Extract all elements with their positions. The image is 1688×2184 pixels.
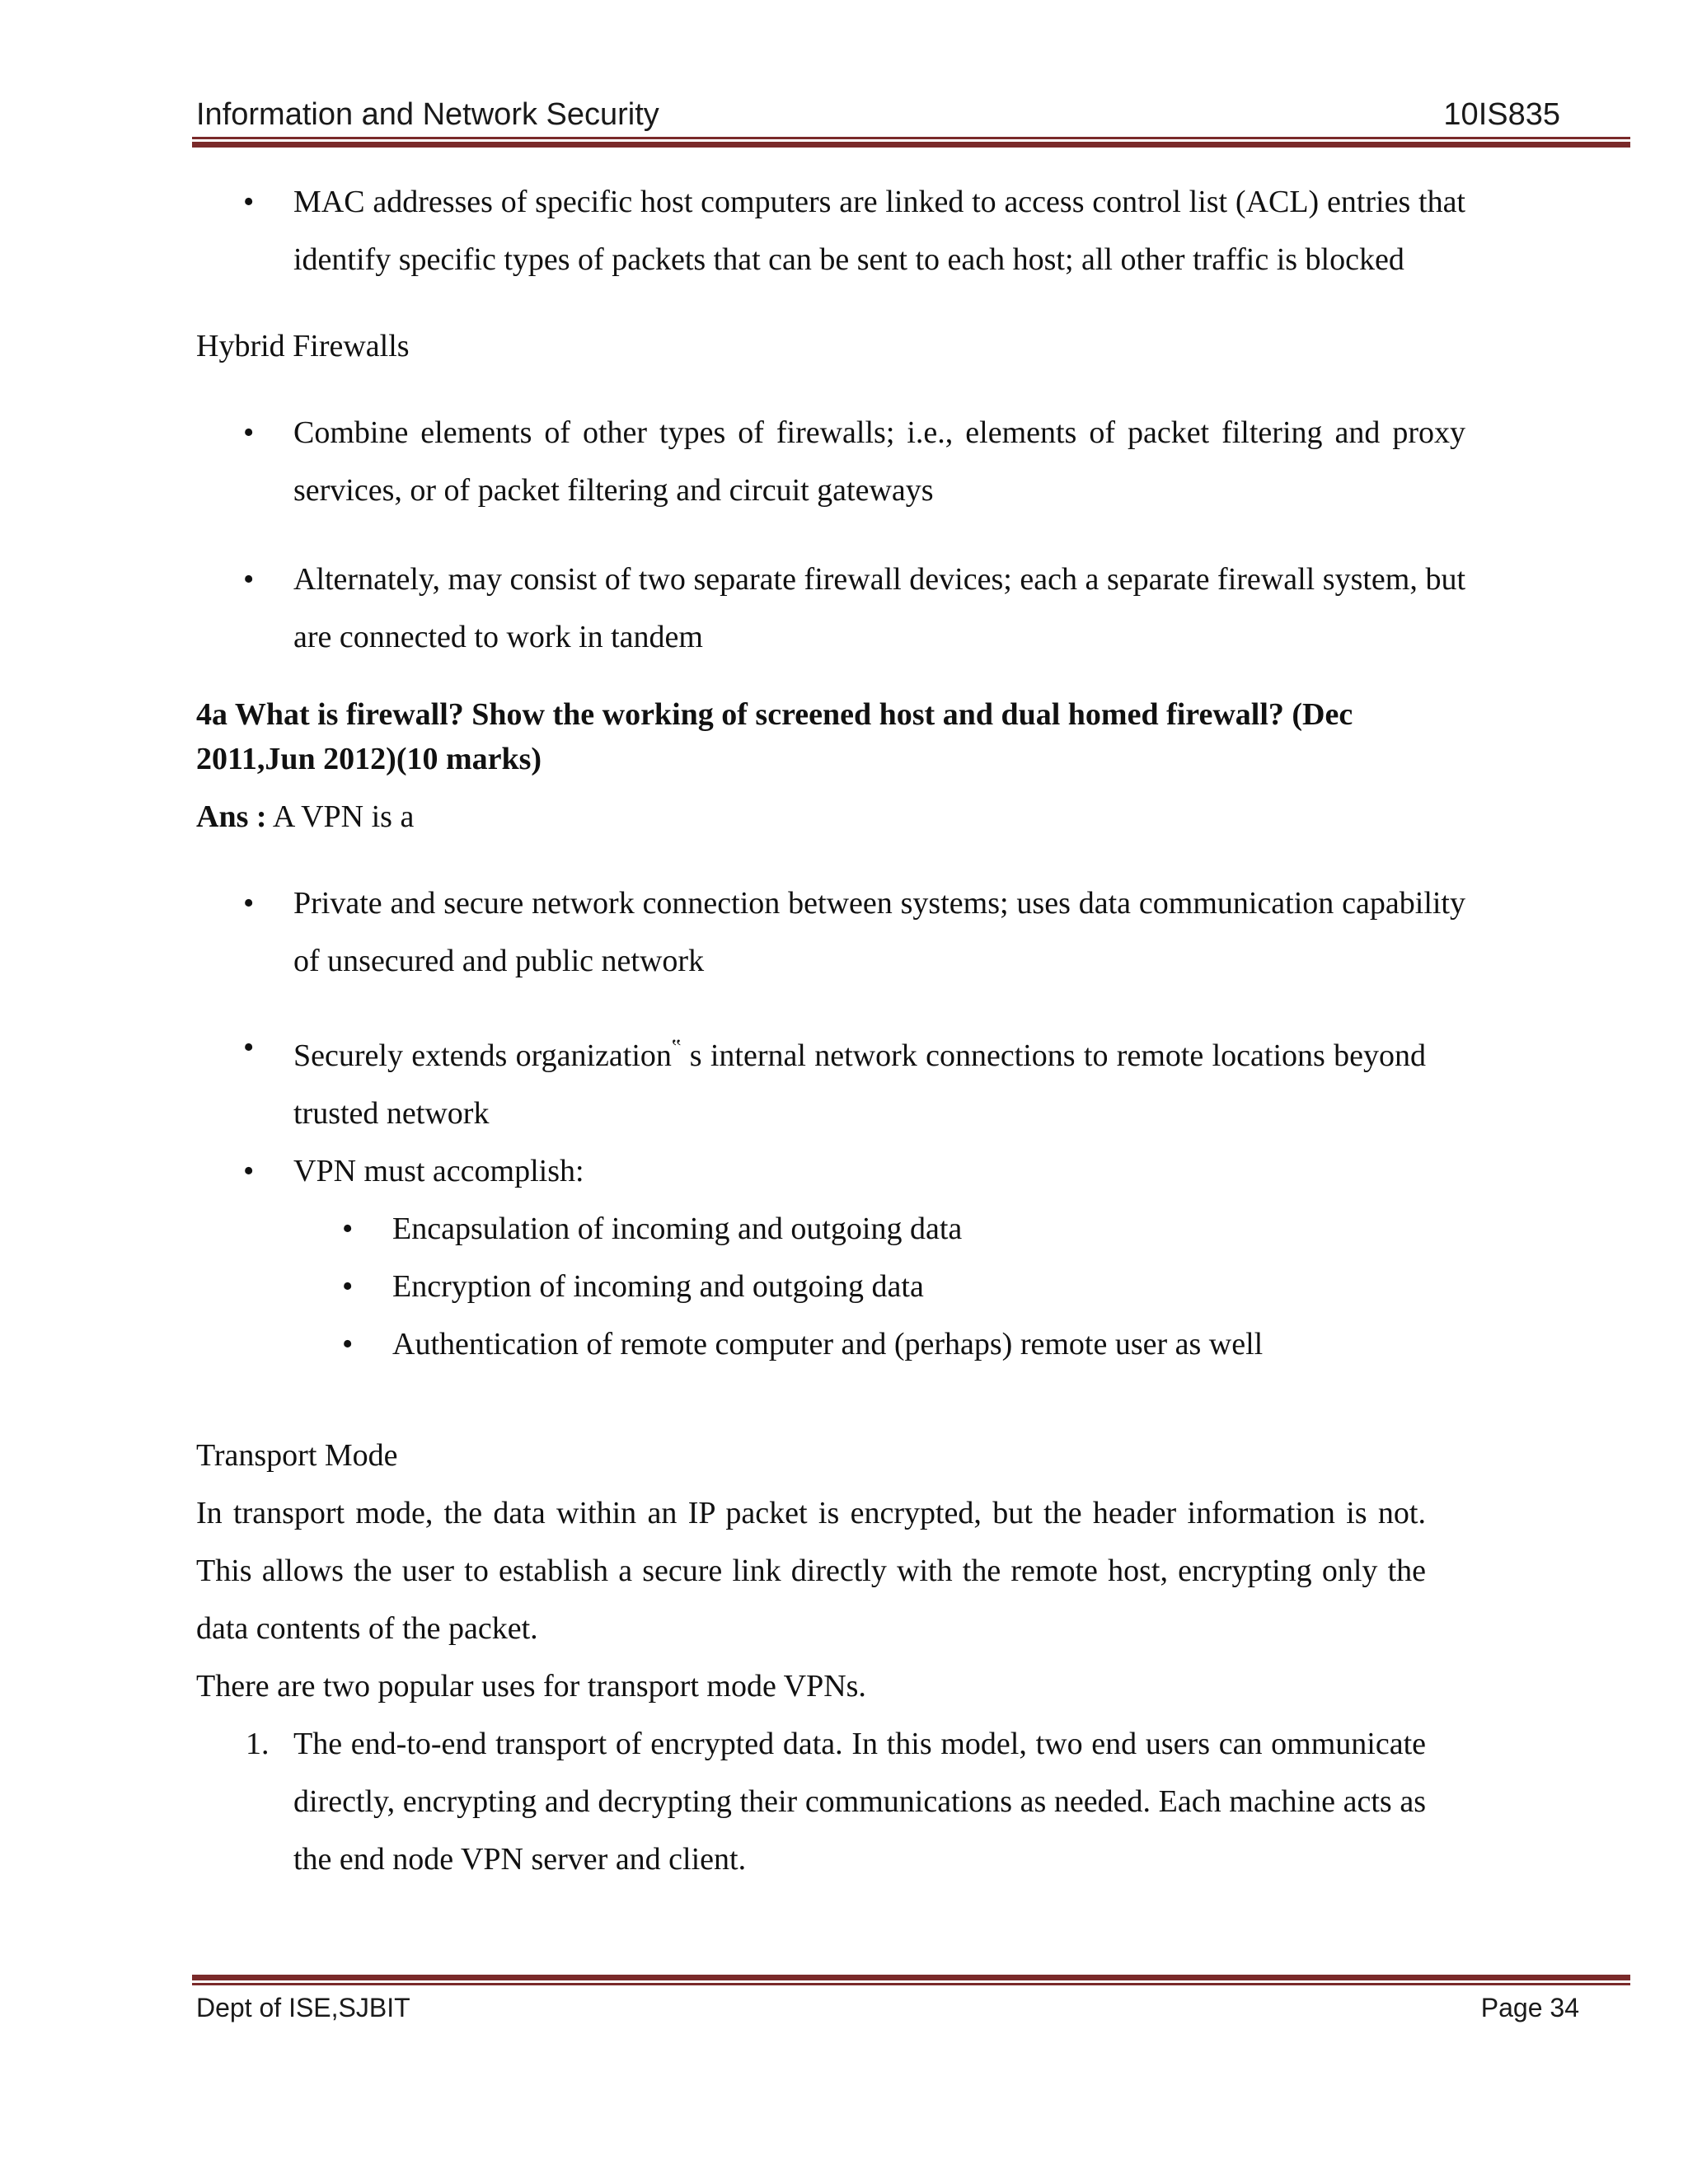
list-item: • VPN must accomplish:: [196, 1142, 1465, 1200]
sub-list-item: • Authentication of remote computer and (perhaps) remote user as well: [196, 1315, 1465, 1373]
transport-uses-paragraph: There are two popular uses for transport mode VPNs.: [196, 1669, 866, 1704]
list-item: • Private and secure network connection between systems; uses data communication capability of unsecured and public network: [196, 874, 1465, 990]
section-heading-hybrid-firewalls: Hybrid Firewalls: [196, 329, 410, 363]
list-item-text: s internal network connections to remote locations beyond trusted network: [293, 1038, 1426, 1131]
list-item: • MAC addresses of specific host computers are linked to access control list (ACL) entries that identify specific types of packets that can be sent to each host; all other traffic is blocked: [196, 173, 1465, 288]
sub-list-item: • Encryption of incoming and outgoing data: [196, 1258, 1465, 1315]
sub-list-item: • Encapsulation of incoming and outgoing data: [196, 1200, 1465, 1258]
question-heading: 4a What is firewall? Show the working of screened host and dual homed firewall? (Dec 2011,Jun 2012)(10 marks): [196, 697, 1353, 776]
footer-department: Dept of ISE,SJBIT: [196, 1993, 410, 2022]
section-heading-transport-mode: Transport Mode: [196, 1438, 398, 1473]
list-item: [196, 1019, 1465, 1142]
answer-intro-text: A VPN is a: [266, 799, 415, 834]
answer-intro: [196, 788, 1465, 846]
header-rule-thin: [192, 137, 1630, 139]
vpn-sub-bullet-list: [196, 1200, 1465, 1373]
list-item: • Alternately, may consist of two separate firewall devices; each a separate firewall system, but are connected to work in tandem: [196, 551, 1465, 666]
vpn-bullet-list: [196, 874, 1465, 1200]
item-text: The end-to-end transport of encrypted data. In this model, two end users can ommunicate directly, encrypting and decrypting their communications as needed. Each machine acts as the end node VPN server and client.: [293, 1727, 1426, 1877]
answer-label: Ans :: [196, 799, 267, 834]
transport-paragraph: In transport mode, the data within an IP packet is encrypted, but the header information is not. This allows the user to establish a secure link directly with the remote host, encrypting only the data contents of the packet.: [196, 1496, 1426, 1646]
hybrid-bullet-list: [196, 404, 1465, 666]
footer-rule-thick: [192, 1975, 1630, 1980]
quote-mark: ‟: [671, 1035, 682, 1059]
mac-bullet-list: [196, 173, 1465, 288]
list-item: • Combine elements of other types of firewalls; i.e., elements of packet filtering and proxy services, or of packet filtering and circuit gateways: [196, 404, 1465, 519]
footer-rule-thin: [192, 1983, 1630, 1985]
header-title: Information and Network Security: [196, 97, 659, 132]
numbered-item: [196, 1715, 1465, 1888]
header-course-code: 10IS835: [1443, 97, 1560, 132]
item-number: 1.: [246, 1727, 270, 1761]
header-rule-thick: [192, 142, 1630, 148]
footer-page-number: Page 34: [1480, 1993, 1579, 2022]
page-body: [196, 173, 1465, 1888]
transport-numbered-list: [196, 1715, 1465, 1888]
list-item-text: Securely extends organization: [293, 1038, 672, 1073]
